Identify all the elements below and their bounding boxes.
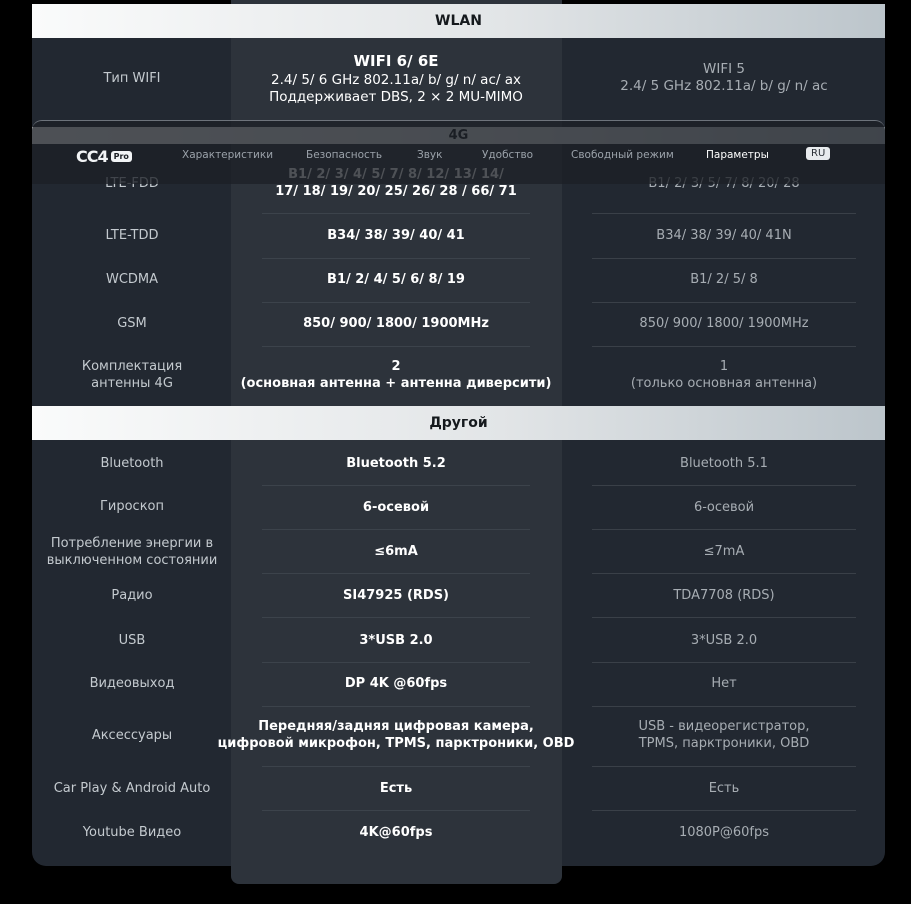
row-divider: [262, 213, 530, 214]
row-divider: [262, 485, 530, 486]
nav-item-parameters[interactable]: Параметры: [706, 149, 769, 161]
value-line: (основная антенна + антенна диверсити): [240, 376, 552, 391]
row-label-wcdma: WCDMA: [105, 271, 159, 287]
value-line: TPMS, парктроники, OBD: [638, 736, 810, 751]
gsm-value-secondary: 850/ 900/ 1800/ 1900MHz: [639, 315, 809, 331]
accessories-value-primary: [217, 716, 575, 754]
wcdma-value-primary: B1/ 2/ 4/ 5/ 6/ 8/ 19: [327, 271, 465, 287]
row-label-accessories: Аксессуары: [91, 727, 173, 743]
bluetooth-value-secondary: Bluetooth 5.1: [680, 455, 768, 471]
wifi-value-primary: [262, 44, 530, 114]
top-navbar: [32, 120, 885, 184]
value-line: 17/ 18/ 19/ 20/ 25/ 26/ 28 / 66/ 71: [275, 184, 517, 199]
nav-item-safety[interactable]: Безопасность: [306, 149, 383, 161]
row-divider: [592, 346, 856, 347]
label-line: Комплектация: [81, 359, 183, 374]
row-label-carplay: Car Play & Android Auto: [53, 780, 211, 796]
row-divider: [262, 529, 530, 530]
row-label-radio: Радио: [111, 587, 153, 603]
wifi-value-secondary: [592, 52, 856, 104]
row-divider: [592, 617, 856, 618]
gyroscope-value-primary: 6-осевой: [362, 499, 430, 515]
row-divider: [262, 258, 530, 259]
row-divider: [592, 302, 856, 303]
brand-logo[interactable]: [76, 147, 132, 166]
row-label-bluetooth: Bluetooth: [100, 455, 164, 471]
carplay-value-secondary: Есть: [708, 780, 740, 796]
nav-item-specs[interactable]: Характеристики: [182, 149, 274, 161]
row-divider: [262, 766, 530, 767]
row-divider: [592, 529, 856, 530]
row-divider: [592, 662, 856, 663]
language-switch[interactable]: RU: [806, 147, 830, 160]
wifi-line: 2.4/ 5 GHz 802.11a/ b/ g/ n/ ac: [620, 78, 828, 94]
logo-text: CC4: [76, 147, 108, 166]
row-label-youtube: Youtube Видео: [82, 824, 182, 840]
row-divider: [262, 662, 530, 663]
row-label-antenna: [32, 356, 232, 394]
row-divider: [592, 810, 856, 811]
nav-item-convenience[interactable]: Удобство: [482, 149, 534, 161]
video-out-value-secondary: Нет: [711, 675, 737, 691]
section-header-other: Другой: [32, 406, 885, 440]
row-divider: [262, 617, 530, 618]
carplay-value-primary: Есть: [379, 780, 413, 796]
row-divider: [592, 258, 856, 259]
video-out-value-primary: DP 4K @60fps: [344, 675, 448, 691]
wcdma-value-secondary: B1/ 2/ 5/ 8: [690, 271, 758, 287]
gsm-value-primary: 850/ 900/ 1800/ 1900MHz: [303, 315, 489, 331]
gyroscope-value-secondary: 6-осевой: [693, 499, 755, 515]
radio-value-secondary: TDA7708 (RDS): [673, 587, 775, 603]
row-divider: [262, 302, 530, 303]
usb-value-primary: 3*USB 2.0: [359, 632, 433, 648]
row-divider: [592, 766, 856, 767]
row-label-lte-tdd: LTE-TDD: [105, 227, 159, 243]
row-label-usb: USB: [118, 632, 146, 648]
value-line: USB - видеорегистратор,: [638, 719, 810, 734]
row-label-video-out: Видеовыход: [89, 675, 175, 691]
usb-value-secondary: 3*USB 2.0: [690, 632, 758, 648]
wifi-line: Поддерживает DBS, 2 × 2 MU-MIMO: [269, 88, 523, 105]
standby-power-value-secondary: ≤7mA: [703, 543, 745, 559]
standby-power-value-primary: ≤6mA: [374, 543, 418, 559]
value-line: цифровой микрофон, TPMS, парктроники, OBD: [217, 736, 575, 751]
nav-item-sound[interactable]: Звук: [417, 149, 443, 161]
section-header-wlan: WLAN: [32, 4, 885, 38]
row-divider: [262, 573, 530, 574]
antenna-value-secondary: [592, 356, 856, 394]
row-divider: [262, 810, 530, 811]
row-label-standby-power: [32, 533, 232, 571]
antenna-value-primary: [240, 356, 552, 394]
row-divider: [262, 346, 530, 347]
label-line: выключенном состоянии: [46, 553, 218, 568]
value-line: Передняя/задняя цифровая камера,: [258, 719, 534, 734]
youtube-value-secondary: 1080P@60fps: [678, 824, 770, 840]
nav-item-free-mode[interactable]: Свободный режим: [571, 149, 674, 161]
accessories-value-secondary: [592, 716, 856, 754]
wifi-title: WIFI 6/ 6E: [353, 51, 439, 70]
label-line: антенны 4G: [91, 376, 173, 391]
label-line: Потребление энергии в: [50, 536, 214, 551]
row-divider: [592, 706, 856, 707]
row-label-gsm: GSM: [117, 315, 147, 331]
wifi-line: 2.4/ 5/ 6 GHz 802.11a/ b/ g/ n/ ac/ ax: [271, 71, 521, 88]
row-divider: [592, 573, 856, 574]
wifi-line: WIFI 5: [703, 61, 745, 77]
value-line: 1: [719, 359, 729, 374]
row-label-gyroscope: Гироскоп: [99, 498, 165, 514]
logo-badge: Pro: [111, 151, 132, 162]
row-divider: [592, 485, 856, 486]
youtube-value-primary: 4K@60fps: [359, 824, 433, 840]
row-label-wifi: Тип WIFI: [103, 70, 161, 86]
row-divider: [262, 706, 530, 707]
row-divider: [592, 213, 856, 214]
radio-value-primary: SI47925 (RDS): [343, 587, 449, 603]
value-line: (только основная антенна): [630, 376, 818, 391]
lte-tdd-value-primary: B34/ 38/ 39/ 40/ 41: [327, 227, 465, 243]
bluetooth-value-primary: Bluetooth 5.2: [346, 455, 446, 471]
value-line: 2: [391, 359, 401, 374]
lte-tdd-value-secondary: B34/ 38/ 39/ 40/ 41N: [656, 227, 792, 243]
